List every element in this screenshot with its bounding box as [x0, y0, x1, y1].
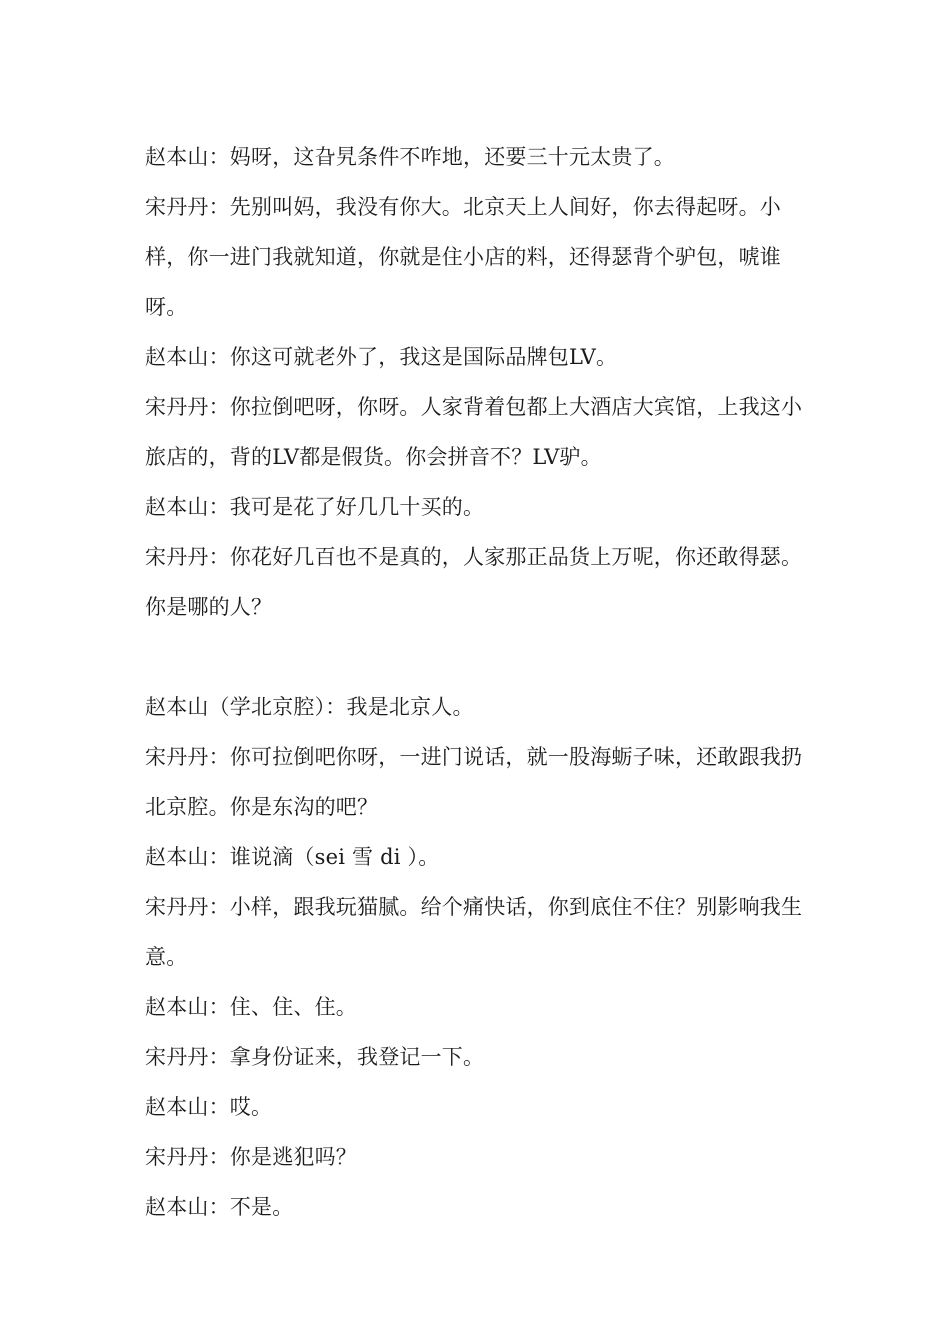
dialogue-line: 宋丹丹：先别叫妈，我没有你大。北京天上人间好，你去得起呀。小样，你一进门我就知道，你就是住小店的料，还得瑟背个驴包，唬谁呀。	[145, 195, 781, 319]
dialogue-line: 赵本山：妈呀，这旮旯条件不咋地，还要三十元太贵了。	[145, 145, 675, 169]
dialogue-line: 赵本山（学北京腔）：我是北京人。	[145, 695, 474, 719]
dialogue-line: 赵本山：你这可就老外了，我这是国际品牌包LV。	[145, 345, 618, 369]
dialogue-line: 赵本山：谁说滴（sei 雪 di ）。	[145, 845, 440, 869]
dialogue-line: 宋丹丹：你拉倒吧呀，你呀。人家背着包都上大酒店大宾馆，上我这小旅店的，背的LV都是假货。你会拼音不？LV驴。	[145, 395, 803, 469]
dialogue-content	[145, 132, 805, 1232]
dialogue-line: 宋丹丹：你可拉倒吧你呀，一进门说话，就一股海蛎子味，还敢跟我扔北京腔。你是东沟的吧？	[145, 745, 803, 819]
dialogue-line: 宋丹丹：拿身份证来，我登记一下。	[145, 1045, 485, 1069]
dialogue-line: 赵本山：住、住、住。	[145, 995, 357, 1019]
dialogue-line: 赵本山：不是。	[145, 1195, 294, 1219]
dialogue-line: 赵本山：哎。	[145, 1095, 273, 1119]
dialogue-line: 宋丹丹：你花好几百也不是真的，人家那正品货上万呢，你还敢得瑟。你是哪的人？	[145, 545, 803, 619]
paragraph-gap	[145, 632, 805, 682]
dialogue-line: 宋丹丹：小样，跟我玩猫腻。给个痛快话，你到底住不住？别影响我生意。	[145, 895, 803, 969]
dialogue-line: 赵本山：我可是花了好几几十买的。	[145, 495, 485, 519]
dialogue-line: 宋丹丹：你是逃犯吗？	[145, 1145, 357, 1169]
